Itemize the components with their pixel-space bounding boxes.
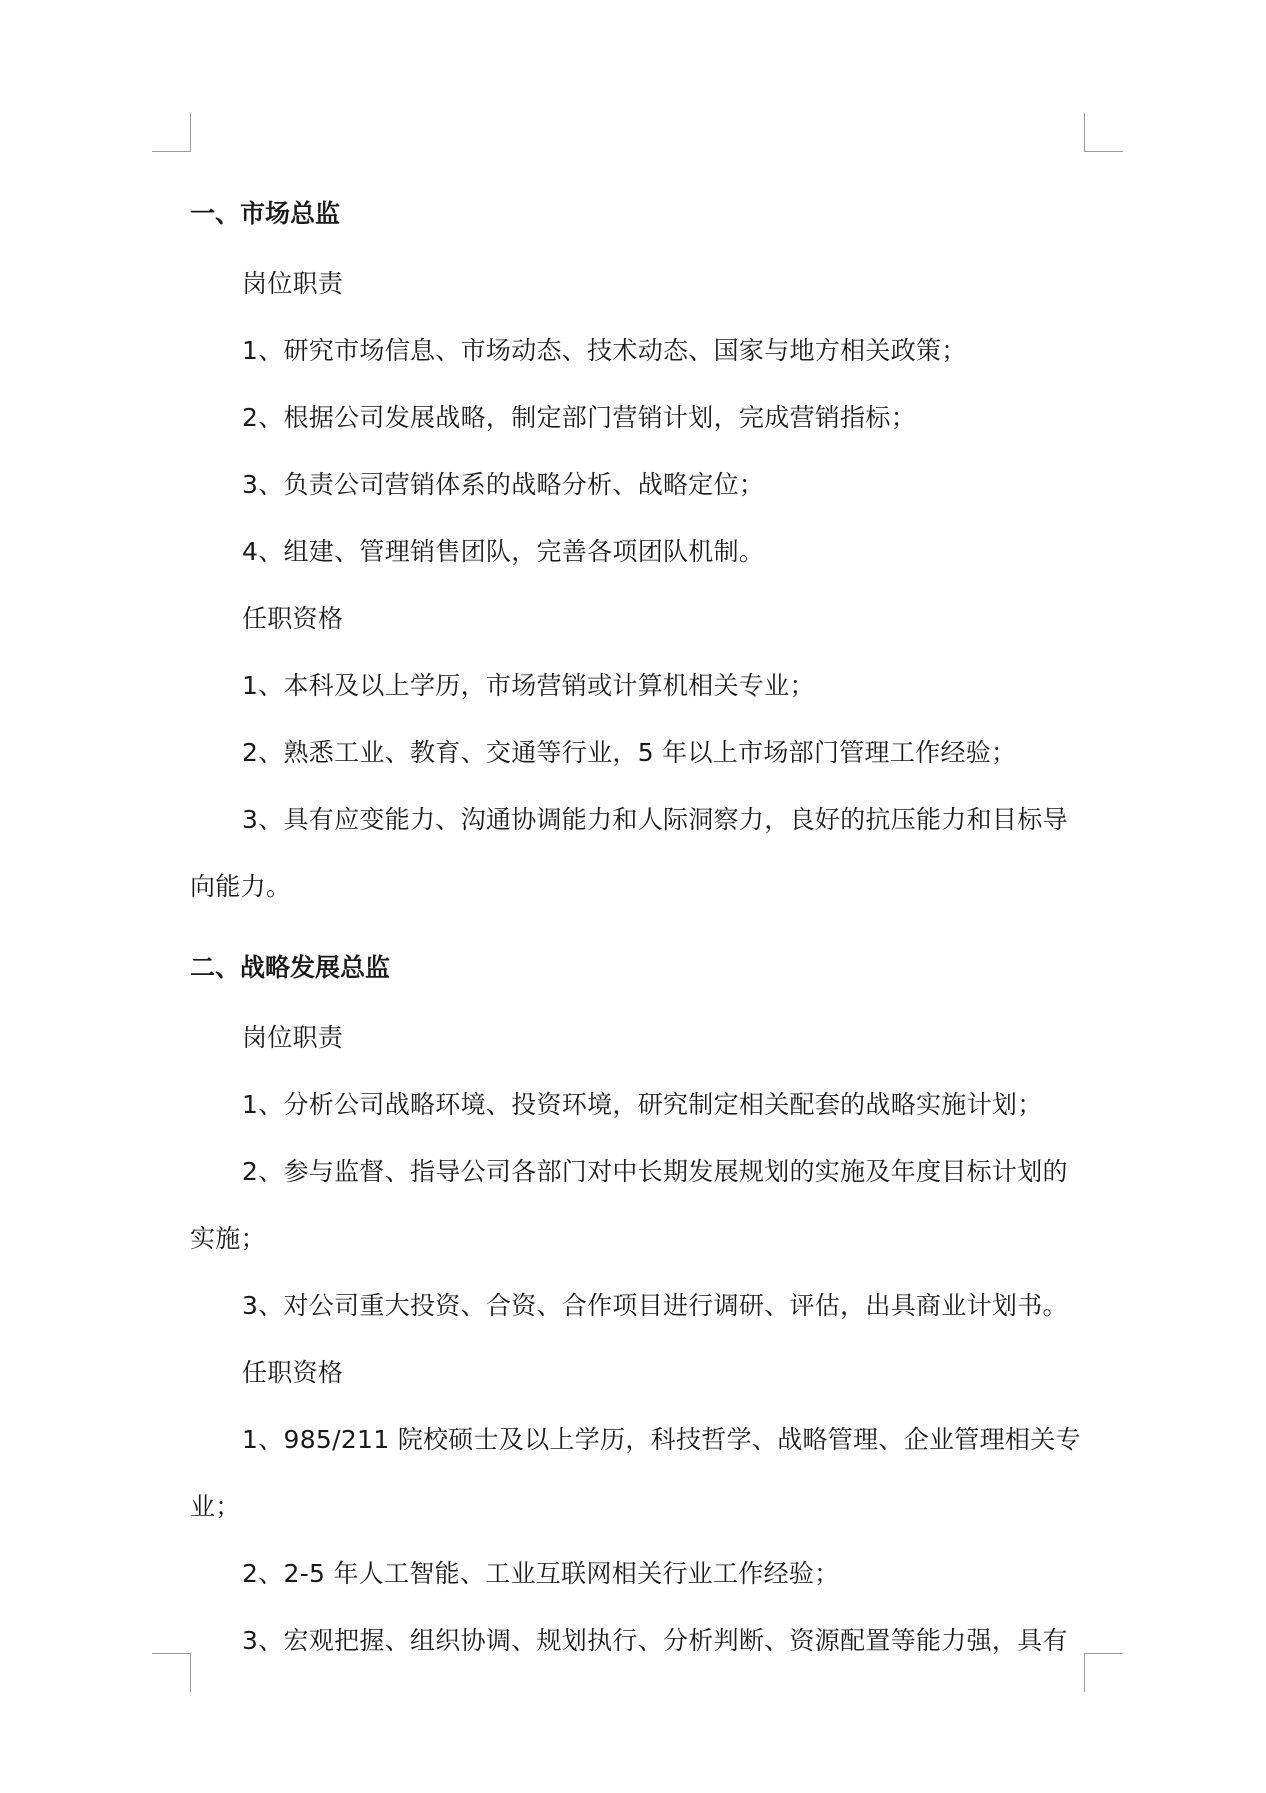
list-item: 4、组建、管理销售团队，完善各项团队机制。 [242,537,765,566]
crop-mark-bottom-left [152,1653,191,1692]
section-heading: 二、战略发展总监 [190,953,391,982]
list-item: 1、985/211 院校硕士及以上学历，科技哲学、战略管理、企业管理相关专 [242,1425,1081,1454]
list-item: 2、参与监督、指导公司各部门对中长期发展规划的实施及年度目标计划的 [242,1157,1068,1186]
list-item: 2、2-5 年人工智能、工业互联网相关行业工作经验； [242,1559,840,1588]
crop-mark-bottom-right [1084,1653,1123,1692]
list-item: 3、对公司重大投资、合资、合作项目进行调研、评估，出具商业计划书。 [242,1291,1068,1320]
list-item: 1、分析公司战略环境、投资环境，研究制定相关配套的战略实施计划； [242,1090,1043,1119]
block-label: 岗位职责 [242,1023,344,1052]
crop-mark-top-left [152,113,191,152]
crop-mark-top-right [1084,113,1123,152]
list-item: 2、根据公司发展战略，制定部门营销计划，完成营销指标； [242,403,917,432]
list-item-continuation: 实施； [190,1224,266,1253]
block-label: 岗位职责 [242,269,344,298]
block-label: 任职资格 [242,1358,344,1387]
document-body [190,178,1084,1674]
list-item: 1、本科及以上学历，市场营销或计算机相关专业； [242,671,815,700]
section-heading: 一、市场总监 [190,199,341,228]
block-label: 任职资格 [242,604,344,633]
list-item-continuation: 向能力。 [190,872,292,901]
list-item: 2、熟悉工业、教育、交通等行业，5 年以上市场部门管理工作经验； [242,738,1017,767]
list-item-continuation: 业； [190,1492,241,1521]
list-item: 3、具有应变能力、沟通协调能力和人际洞察力，良好的抗压能力和目标导 [242,805,1068,834]
list-item: 3、宏观把握、组织协调、规划执行、分析判断、资源配置等能力强，具有 [242,1626,1068,1655]
list-item: 3、负责公司营销体系的战略分析、战略定位； [242,470,765,499]
list-item: 1、研究市场信息、市场动态、技术动态、国家与地方相关政策； [242,336,967,365]
